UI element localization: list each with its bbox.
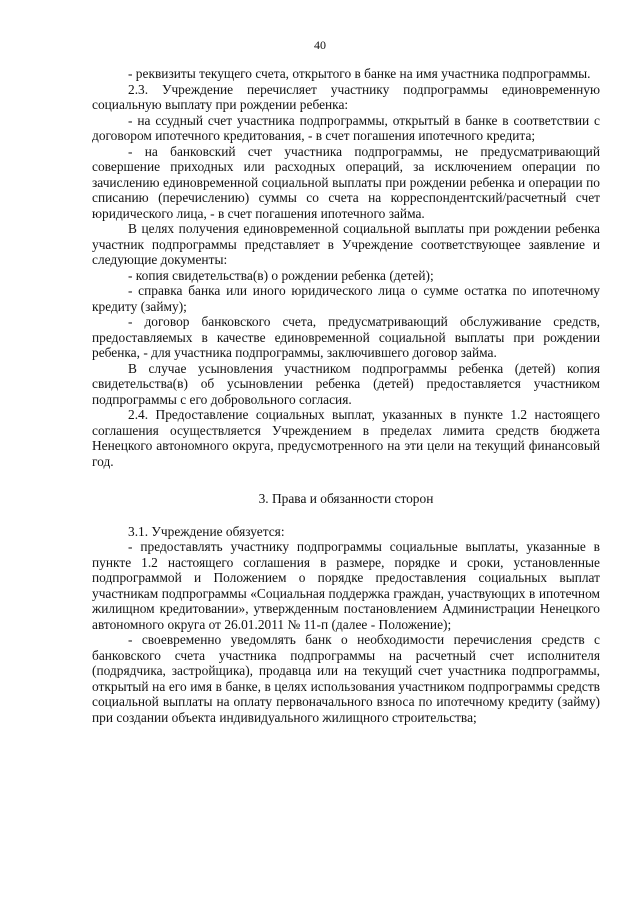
section-heading: 3. Права и обязанности сторон <box>258 491 434 506</box>
paragraph: 3.1. Учреждение обязуется: <box>128 523 285 539</box>
paragraph: - своевременно уведомлять банк о необходимости перечисления средств с банковского счета участника подпрограммы на расчетный счет исполнителя (подрядчика, застройщика), продавца или на текущий счет участника подпрограммы, открытый на его имя в банке, в целях использования участником подпрограммы средств социальной выплаты на оплату первоначального взноса по ипотечному кредиту (займу) при создании объекта индивидуального жилищного строительства; <box>92 632 600 725</box>
paragraph: - справка банка или иного юридического лица о сумме остатка по ипотечному кредиту (займу); <box>92 283 600 314</box>
document-body <box>92 66 600 725</box>
page-number: 40 <box>314 38 326 52</box>
paragraph: - договор банковского счета, предусматривающий обслуживание средств, предоставляемых в качестве единовременной социальной выплаты при рождении ребенка, - для участника подпрограммы, заключившего договор займа. <box>92 314 600 360</box>
paragraph: - реквизиты текущего счета, открытого в банке на имя участника подпрограммы. <box>128 66 591 81</box>
paragraph: - копия свидетельства(в) о рождении ребенка (детей); <box>128 267 434 283</box>
paragraph: В целях получения единовременной социальной выплаты при рождении ребенка участник подпрограммы представляет в Учреждение соответствующее заявление и следующие документы: <box>92 221 600 267</box>
paragraph: 2.3. Учреждение перечисляет участнику подпрограммы единовременную социальную выплату при рождении ребенка: <box>92 81 600 112</box>
paragraph: - на ссудный счет участника подпрограммы, открытый в банке в соответствии с договором ипотечного кредитования, - в счет погашения ипотечного кредита; <box>92 112 600 143</box>
paragraph: - на банковский счет участника подпрограммы, не предусматривающий совершение приходных или расходных операций, за исключением операции по зачислению единовременной социальной выплаты при рождении ребенка и операции по списанию (перечислению) суммы со счета на корреспондентский/расчетный счет юридического лица, - в счет погашения ипотечного займа. <box>92 143 600 221</box>
paragraph: - предоставлять участнику подпрограммы социальные выплаты, указанные в пункте 1.2 настоящего соглашения в размере, порядке и сроки, установленные подпрограммой и Положением о порядке предоставления социальных выплат участникам подпрограммы «Социальная поддержка граждан, участвующих в ипотечном жилищном кредитовании», утвержденным постановлением Администрации Ненецкого автономного округа от 26.01.2011 № 11-п (далее - Положение); <box>92 539 600 632</box>
paragraph: В случае усыновления участником подпрограммы ребенка (детей) копия свидетельства(в) об усыновлении ребенка (детей) предоставляется участником подпрограммы с его добровольного согласия. <box>92 360 600 407</box>
paragraph: 2.4. Предоставление социальных выплат, указанных в пункте 1.2 настоящего соглашения осуществляется Учреждением в пределах лимита средств бюджета Ненецкого автономного округа, предусмотренного на эти цели на текущий финансовый год. <box>92 407 600 469</box>
